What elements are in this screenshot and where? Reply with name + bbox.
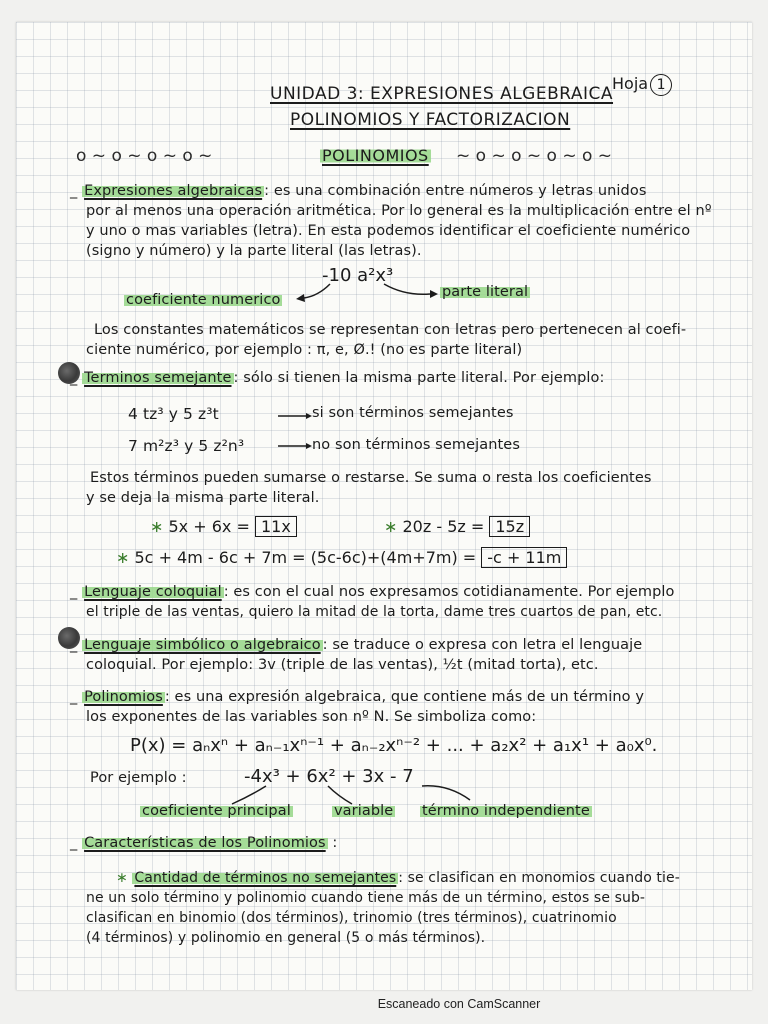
constantes-line-1: Los constantes matemáticos se representan con letras pero pertenecen al coefi-	[94, 322, 687, 338]
arrow-to-coef-principal	[232, 786, 266, 804]
arrow-to-coef	[304, 284, 330, 298]
coloquial-term: Lenguaje coloquial	[84, 584, 222, 600]
section-divider-right: ~ o ~ o ~ o ~ o ~	[456, 146, 613, 166]
operation-1: ∗ 5x + 6x = 11x	[150, 517, 297, 536]
simbolico-line-2: coloquial. Por ejemplo: 3v (triple de las ventas), ½t (mitad torta), etc.	[86, 657, 599, 673]
polinomios-text-1: : es una expresión algebraica, que contiene más de un término y	[164, 689, 645, 705]
sheet-label-text: Hoja	[612, 74, 649, 93]
polinomios-term: Polinomios	[84, 689, 163, 705]
coef-label-text: coeficiente numerico	[126, 292, 281, 308]
operation-2-expr: 20z - 5z =	[402, 517, 490, 536]
semejantes-line: _ Terminos semejante : sólo si tienen la misma parte literal. Por ejemplo:	[70, 370, 605, 386]
semejantes-result-1: si son términos semejantes	[312, 405, 514, 421]
expresiones-term: Expresiones algebraicas	[84, 183, 263, 199]
semejantes-note-2: y se deja la misma parte literal.	[86, 490, 320, 506]
section-title-text: POLINOMIOS	[322, 146, 429, 165]
caracteristicas-term: Cantidad de términos no semejantes	[134, 870, 397, 886]
semejantes-intro: : sólo si tienen la misma parte literal. Por ejemplo:	[233, 370, 605, 386]
semejantes-example-1: 4 tz³ y 5 z³t	[128, 405, 219, 423]
label-coeficiente-principal-text: coeficiente principal	[142, 803, 291, 819]
semejantes-note-1: Estos términos pueden sumarse o restarse. Se suma o resta los coeficientes	[90, 470, 652, 486]
arrow-to-independiente	[422, 786, 470, 800]
simbolico-text-1: : se traduce o expresa con letra el lenguaje	[322, 637, 643, 653]
scanner-watermark: Escaneado con CamScanner	[377, 997, 541, 1011]
coloquial-line-2: el triple de las ventas, quiero la mitad de la torta, dame tres cuartos de pan, etc.	[86, 604, 663, 620]
sheet-number: 1	[650, 74, 672, 96]
expresiones-line-3: y uno o mas variables (letra). En esta podemos identificar el coeficiente numérico	[86, 223, 691, 239]
expresiones-line-4: (signo y número) y la parte literal (las letras).	[86, 243, 422, 259]
caracteristicas-text-1: : se clasifican en monomios cuando tie-	[398, 870, 680, 886]
operation-1-expr: 5x + 6x =	[168, 517, 255, 536]
polinomios-line-2: los exponentes de las variables son nº N. Se simboliza como:	[86, 709, 537, 725]
literal-label-text: parte literal	[442, 284, 529, 300]
operation-2: ∗ 20z - 5z = 15z	[384, 517, 530, 536]
coloquial-line-1: _ Lenguaje coloquial : es con el cual nos expresamos cotidianamente. Por ejemplo	[70, 584, 675, 600]
operation-3: ∗ 5c + 4m - 6c + 7m = (5c-6c)+(4m+7m) = -c + 11m	[116, 548, 567, 567]
caracteristicas-line-2: ne un solo término y polinomio cuando tiene más de un término, estos se sub-	[86, 890, 646, 906]
expresiones-line-1: _ Expresiones algebraicas : es una combinación entre números y letras unidos	[70, 183, 647, 199]
unit-subtitle: POLINOMIOS Y FACTORIZACION	[290, 110, 571, 130]
semejantes-term: Terminos semejante	[84, 370, 232, 386]
constantes-line-2: ciente numérico, por ejemplo : π, e, Ø.! (no es parte literal)	[86, 342, 523, 358]
semejantes-example-2: 7 m²z³ y 5 z²n³	[128, 437, 245, 455]
unit-title: UNIDAD 3: EXPRESIONES ALGEBRAICA	[270, 84, 614, 104]
caracteristicas-line-4: (4 términos) y polinomio en general (5 o más términos).	[86, 930, 486, 946]
caracteristicas-heading-text: Características de los Polinomios	[84, 835, 326, 851]
polinomio-example: -4x³ + 6x² + 3x - 7	[244, 766, 414, 787]
caracteristicas-heading: _ Características de los Polinomios :	[70, 835, 338, 851]
polinomio-formula: P(x) = aₙxⁿ + aₙ₋₁xⁿ⁻¹ + aₙ₋₂xⁿ⁻² + ... + a₂x² + a₁x¹ + a₀x⁰.	[130, 735, 658, 756]
caracteristicas-line-1: ∗ Cantidad de términos no semejantes : se clasifican en monomios cuando tie-	[116, 870, 680, 886]
operation-1-result: 11x	[255, 516, 297, 537]
expresiones-example: -10 a²x³	[322, 265, 394, 286]
caracteristicas-colon: :	[332, 835, 338, 851]
arrow-to-literal	[384, 284, 430, 294]
operation-3-result: -c + 11m	[481, 547, 567, 568]
section-divider-left: o ~ o ~ o ~ o ~	[76, 146, 213, 166]
polinomios-line-1: _ Polinomios : es una expresión algebraica, que contiene más de un término y	[70, 689, 645, 705]
expresiones-line-2: por al menos una operación aritmética. Por lo general es la multiplicación entre el nº	[86, 203, 712, 219]
simbolico-term: Lenguaje simbólico o algebraico	[84, 637, 321, 653]
expresiones-text-1: : es una combinación entre números y letras unidos	[264, 183, 647, 199]
caracteristicas-line-3: clasifican en binomio (dos términos), trinomio (tres términos), cuatrinomio	[86, 910, 617, 926]
coloquial-text-1: : es con el cual nos expresamos cotidianamente. Por ejemplo	[223, 584, 675, 600]
arrow-to-variable	[328, 786, 352, 804]
label-termino-independiente-text: término independiente	[422, 803, 590, 819]
simbolico-line-1: _ Lenguaje simbólico o algebraico : se traduce o expresa con letra el lenguaje	[70, 637, 643, 653]
label-variable-text: variable	[334, 803, 394, 819]
polinomio-example-label: Por ejemplo :	[90, 770, 187, 786]
operation-3-expr: 5c + 4m - 6c + 7m = (5c-6c)+(4m+7m) =	[134, 548, 482, 567]
operation-2-result: 15z	[489, 516, 530, 537]
semejantes-result-2: no son términos semejantes	[312, 437, 520, 453]
